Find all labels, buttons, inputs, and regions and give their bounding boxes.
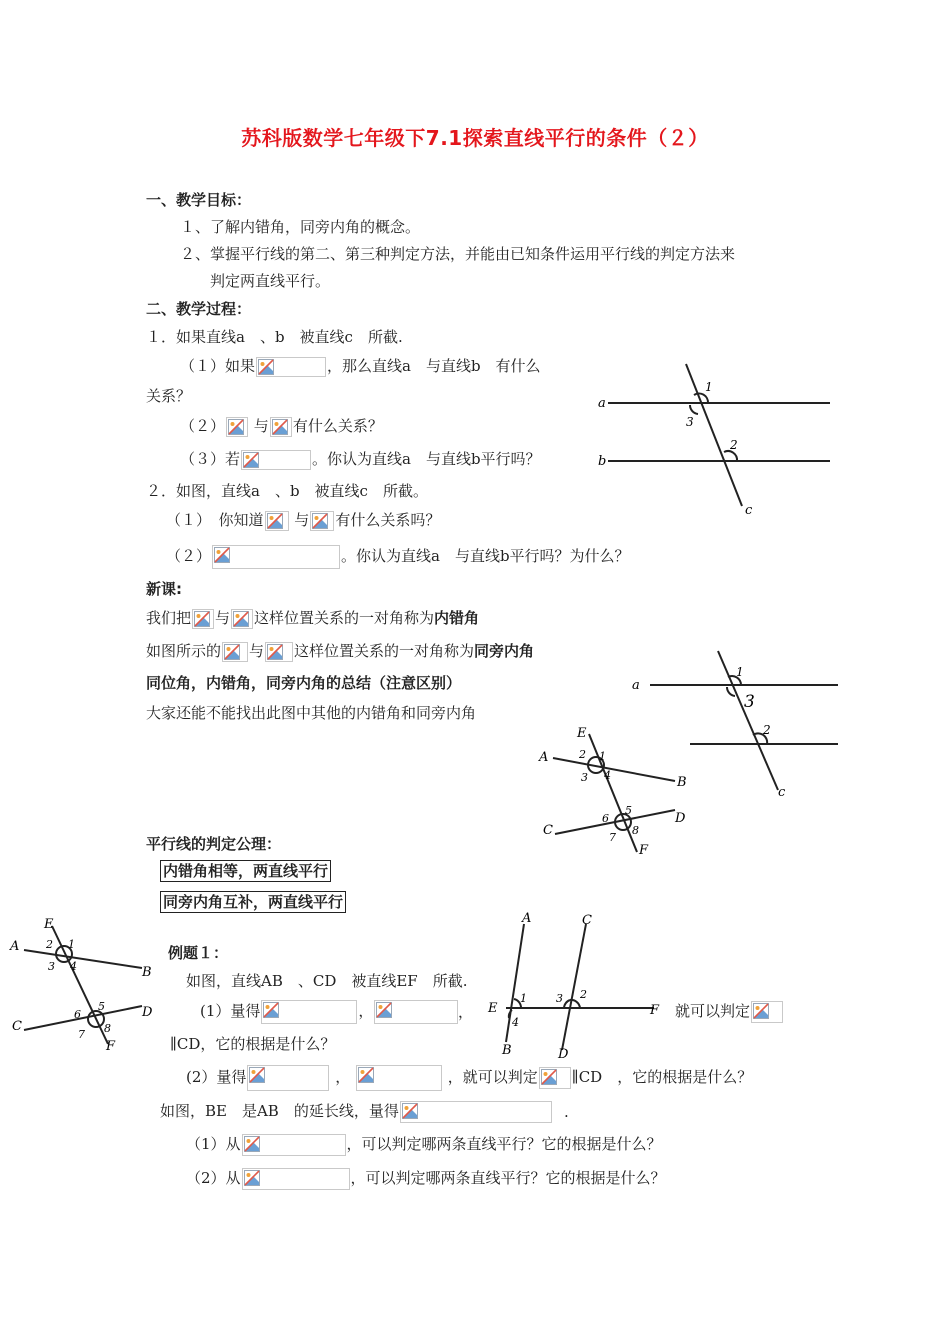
- angle-8-label: 8: [104, 1022, 111, 1035]
- section-objectives-heading: 一、教学目标：: [146, 191, 252, 209]
- image-icon: [272, 419, 288, 435]
- find-more-angles: 大家还能不能找出此图中其他的内错角和同旁内角: [146, 704, 477, 722]
- label-c: c: [745, 503, 753, 518]
- example-part-1-judge: 就可以判定: [675, 1001, 784, 1023]
- label-F: F: [639, 843, 649, 858]
- formula-image: [226, 417, 248, 437]
- new-lesson-line-2: 如图所示的 与 这样位置关系的一对角称为同旁内角: [146, 642, 535, 660]
- example-be-period: .: [564, 1103, 569, 1121]
- page-title: 苏科版数学七年级下7.1探索直线平行的条件（２）: [241, 126, 709, 150]
- label-E: E: [488, 1001, 498, 1016]
- angle-4-label: 4: [604, 769, 611, 782]
- formula-image: [242, 1168, 350, 1190]
- angle-2-label: 2: [730, 438, 738, 452]
- formula-image: [261, 1000, 357, 1024]
- image-icon: [402, 1103, 418, 1119]
- label-F: F: [106, 1039, 116, 1052]
- image-icon: [214, 547, 230, 563]
- formula-image: [751, 1001, 783, 1023]
- angle-4-label: 4: [70, 960, 77, 973]
- question-1-part-1: （１）如果 ，那么直线a 与直线b 有什么: [180, 357, 541, 375]
- formula-image: [222, 642, 248, 662]
- formula-image: [242, 1134, 346, 1156]
- example-intro: 如图，直线AB 、CD 被直线EF 所截.: [186, 972, 468, 990]
- angle-5-label: 5: [625, 804, 632, 817]
- question-2-part-1: （１） 你知道 与 有什么关系吗？: [166, 511, 441, 529]
- image-icon: [267, 513, 283, 529]
- formula-image: [356, 1065, 442, 1091]
- formula-image: [247, 1065, 329, 1091]
- angle-2-label: 2: [580, 988, 587, 1001]
- angle-6-label: 6: [74, 1008, 81, 1021]
- label-C: C: [12, 1019, 22, 1034]
- label-D: D: [142, 1005, 153, 1020]
- figure-example-1: [484, 908, 674, 1060]
- image-icon: [267, 644, 283, 660]
- label-C: C: [543, 823, 553, 838]
- formula-image: [310, 511, 334, 531]
- summary-line: 同位角，内错角，同旁内角的总结（注意区别）: [146, 674, 462, 692]
- angle-7-label: 7: [78, 1028, 85, 1041]
- label-c: c: [778, 785, 786, 800]
- section-process-heading: 二、教学过程：: [146, 300, 252, 318]
- angle-2-label: 2: [763, 723, 771, 737]
- label-B: B: [502, 1043, 512, 1058]
- question-1-part-1-cont: 关系？: [146, 387, 192, 405]
- axiom-same-side-angles: 同旁内角互补，两直线平行: [160, 891, 346, 913]
- figure-parallel-lines-1: [590, 360, 840, 520]
- objective-1: １、了解内错角，同旁内角的概念。: [180, 218, 421, 236]
- example-heading: 例题１：: [168, 944, 229, 962]
- label-C: C: [582, 913, 592, 928]
- image-icon: [233, 611, 249, 627]
- label-a: a: [598, 396, 606, 411]
- new-lesson-heading: 新课:: [146, 580, 182, 598]
- angle-1-label: 1: [705, 380, 713, 394]
- angle-5-label: 5: [98, 1000, 105, 1013]
- image-icon: [249, 1067, 265, 1083]
- formula-image: [241, 450, 311, 470]
- angle-1-label: 1: [599, 750, 606, 763]
- example-question-1: （1）从 ，可以判定哪两条直线平行？它的根据是什么？: [186, 1134, 662, 1156]
- image-icon: [244, 1170, 260, 1186]
- image-icon: [244, 1136, 260, 1152]
- image-icon: [541, 1069, 557, 1085]
- formula-image: [212, 545, 340, 569]
- question-1-part-2: （２） 与 有什么关系？: [180, 417, 383, 435]
- new-lesson-line-1: 我们把 与 这样位置关系的一对角称为内错角: [146, 609, 480, 627]
- angle-1-label: 1: [736, 665, 744, 679]
- objective-2-line2: 判定两直线平行。: [210, 272, 331, 290]
- label-B: B: [677, 775, 687, 790]
- question-1-part-3: （３）若 。你认为直线a 与直线b平行吗？: [180, 450, 541, 468]
- question-2-part-2: （２） 。你认为直线a 与直线b平行吗？为什么？: [166, 545, 630, 569]
- label-F: F: [650, 1003, 660, 1018]
- image-icon: [263, 1002, 279, 1018]
- angle-3-label: 3: [48, 960, 55, 973]
- angle-8-label: 8: [632, 824, 639, 837]
- formula-image: [192, 609, 214, 629]
- formula-image: [265, 511, 289, 531]
- label-B: B: [142, 965, 152, 980]
- formula-image: [270, 417, 292, 437]
- angle-3-label: 3: [744, 692, 755, 712]
- label-a: a: [632, 678, 640, 693]
- image-icon: [358, 1067, 374, 1083]
- image-icon: [243, 452, 259, 468]
- angle-2-label: 2: [579, 748, 586, 761]
- formula-image: [374, 1000, 458, 1024]
- example-question-2: （2）从 ，可以判定哪两条直线平行？它的根据是什么？: [186, 1168, 666, 1190]
- angle-3-label: 3: [686, 415, 694, 429]
- angle-7-label: 7: [609, 831, 616, 844]
- label-A: A: [10, 939, 20, 954]
- angle-4-label: 4: [512, 1016, 519, 1029]
- label-A: A: [522, 911, 532, 926]
- question-1-intro: １．如果直线a 、b 被直线c 所截.: [146, 328, 403, 346]
- figure-eight-angles-1: [535, 724, 705, 862]
- example-part-1-cont: ∥CD，它的根据是什么？: [170, 1035, 336, 1053]
- image-icon: [376, 1002, 392, 1018]
- image-icon: [753, 1003, 769, 1019]
- angle-1-label: 1: [520, 992, 527, 1005]
- figure-eight-angles-2: [8, 912, 168, 1052]
- example-be-line: 如图，BE 是AB 的延长线，量得: [160, 1101, 553, 1123]
- objective-2-line1: ２、掌握平行线的第二、第三种判定方法，并能由已知条件运用平行线的判定方法来: [180, 245, 736, 263]
- question-2-intro: ２．如图，直线a 、b 被直线c 所截。: [146, 482, 428, 500]
- image-icon: [312, 513, 328, 529]
- image-icon: [194, 611, 210, 627]
- angle-6-label: 6: [602, 812, 609, 825]
- example-part-1-comma: ，: [458, 1003, 474, 1021]
- formula-image: [256, 357, 326, 377]
- angle-2-label: 2: [46, 938, 53, 951]
- angle-3-label: 3: [556, 992, 563, 1005]
- formula-image: [265, 642, 293, 662]
- axioms-heading: 平行线的判定公理：: [146, 835, 282, 853]
- label-D: D: [675, 811, 686, 826]
- axiom-alternate-angles: 内错角相等，两直线平行: [160, 860, 331, 882]
- formula-image: [400, 1101, 552, 1123]
- label-E: E: [44, 917, 54, 932]
- example-part-2: (2）量得 ， ，就可以判定 ∥CD ，它的根据是什么？: [186, 1065, 752, 1091]
- label-A: A: [539, 750, 549, 765]
- image-icon: [228, 419, 244, 435]
- image-icon: [224, 644, 240, 660]
- label-E: E: [577, 726, 587, 741]
- angle-3-label: 3: [581, 771, 588, 784]
- image-icon: [258, 359, 274, 375]
- example-part-1: (1）量得 ，: [200, 1000, 459, 1024]
- label-D: D: [558, 1047, 569, 1060]
- formula-image: [539, 1067, 571, 1089]
- label-b: b: [598, 454, 607, 469]
- formula-image: [231, 609, 253, 629]
- angle-1-label: 1: [68, 938, 75, 951]
